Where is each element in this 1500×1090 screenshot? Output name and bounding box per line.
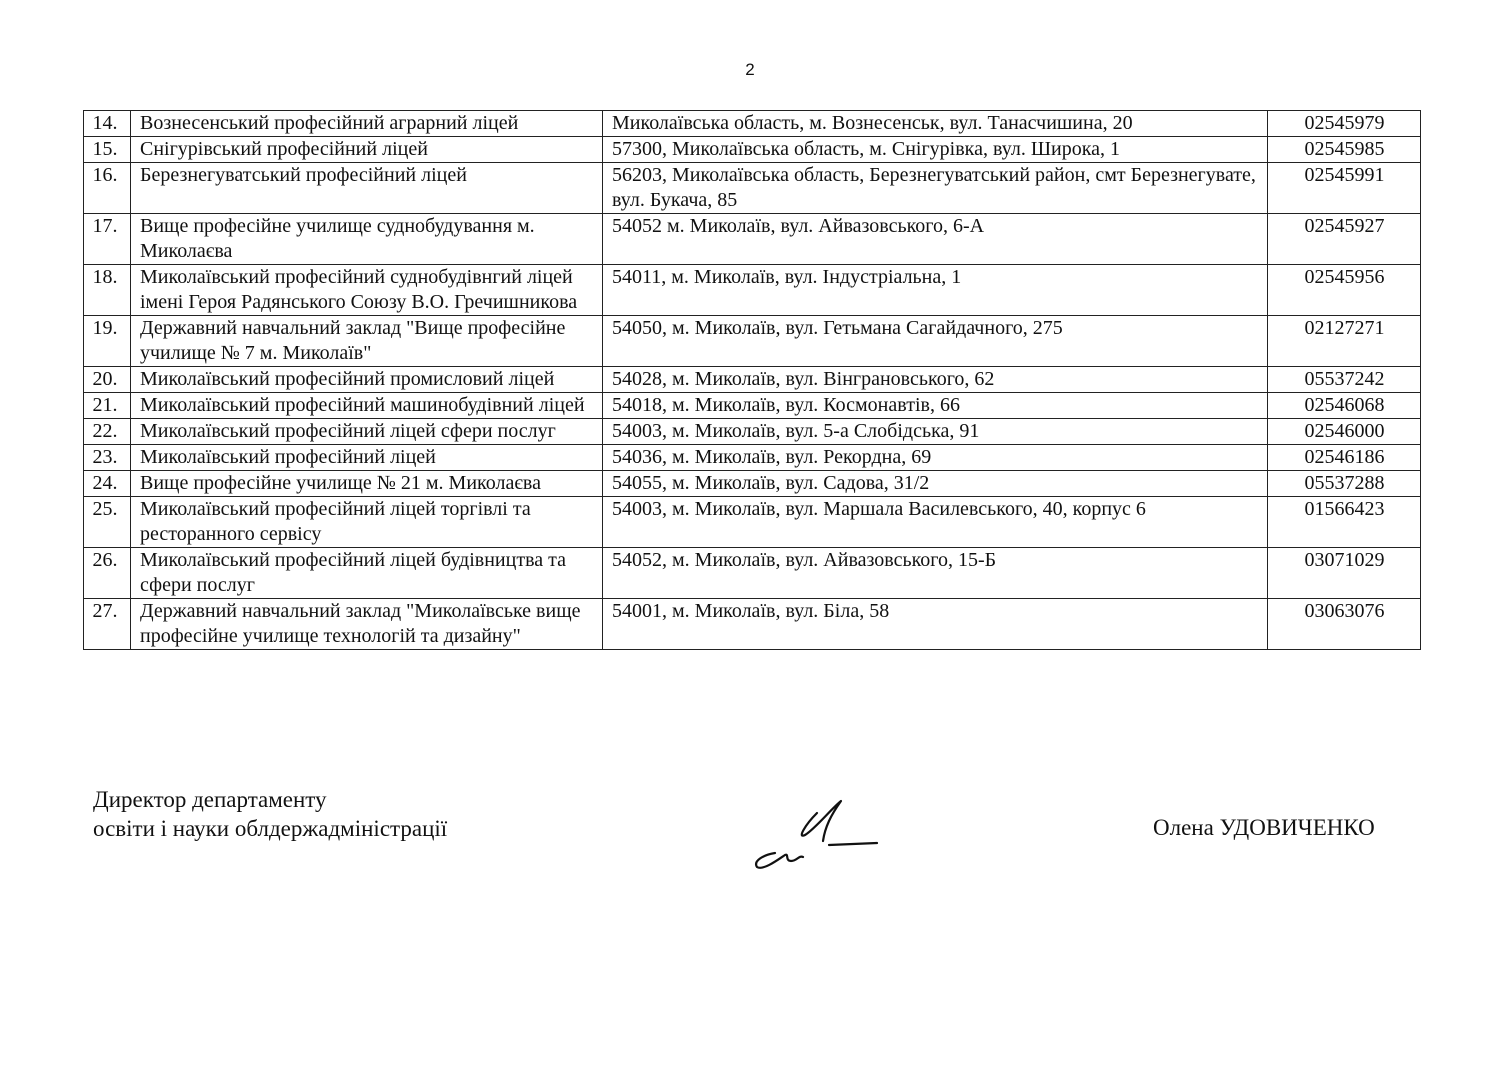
institution-name: Вознесенський професійний аграрний ліцей	[131, 111, 603, 137]
institution-name: Миколаївський професійний ліцей будівництва та сфери послуг	[131, 548, 603, 599]
institution-code: 03071029	[1268, 548, 1421, 599]
institution-address: 54036, м. Миколаїв, вул. Рекордна, 69	[603, 445, 1268, 471]
row-number: 24.	[84, 471, 131, 497]
institution-code: 02545991	[1268, 163, 1421, 214]
row-number: 25.	[84, 497, 131, 548]
table-row	[84, 214, 1421, 265]
institution-address: 54052, м. Миколаїв, вул. Айвазовського, 15-Б	[603, 548, 1268, 599]
row-number: 27.	[84, 599, 131, 650]
table-row	[84, 316, 1421, 367]
institutions-table	[83, 110, 1421, 650]
table-row	[84, 265, 1421, 316]
institution-name: Державний навчальний заклад "Миколаївське вище професійне училище технологій та дизайну"	[131, 599, 603, 650]
page-number: 2	[745, 60, 755, 79]
table-row	[84, 137, 1421, 163]
row-number: 16.	[84, 163, 131, 214]
row-number: 21.	[84, 393, 131, 419]
signer-title-line-1: Директор департаменту	[93, 787, 327, 812]
institution-code: 02546068	[1268, 393, 1421, 419]
row-number: 22.	[84, 419, 131, 445]
institution-address: 54052 м. Миколаїв, вул. Айвазовського, 6-А	[603, 214, 1268, 265]
institution-name: Миколаївський професійний ліцей	[131, 445, 603, 471]
institution-code: 05537242	[1268, 367, 1421, 393]
institution-address: 54055, м. Миколаїв, вул. Садова, 31/2	[603, 471, 1268, 497]
institution-address: 54011, м. Миколаїв, вул. Індустріальна, 1	[603, 265, 1268, 316]
row-number: 15.	[84, 137, 131, 163]
institution-name: Снігурівський професійний ліцей	[131, 137, 603, 163]
row-number: 20.	[84, 367, 131, 393]
row-number: 17.	[84, 214, 131, 265]
institution-name: Миколаївський професійний машинобудівний ліцей	[131, 393, 603, 419]
institution-code: 05537288	[1268, 471, 1421, 497]
institution-code: 01566423	[1268, 497, 1421, 548]
row-number: 18.	[84, 265, 131, 316]
institution-address: 54001, м. Миколаїв, вул. Біла, 58	[603, 599, 1268, 650]
table-row	[84, 393, 1421, 419]
table-row	[84, 497, 1421, 548]
institution-address: 54003, м. Миколаїв, вул. 5-а Слобідська, 91	[603, 419, 1268, 445]
table-row	[84, 599, 1421, 650]
table-row	[84, 163, 1421, 214]
row-number: 19.	[84, 316, 131, 367]
institution-code: 02545956	[1268, 265, 1421, 316]
institution-code: 03063076	[1268, 599, 1421, 650]
row-number: 26.	[84, 548, 131, 599]
institution-address: 54018, м. Миколаїв, вул. Космонавтів, 66	[603, 393, 1268, 419]
institution-address: 54028, м. Миколаїв, вул. Вінграновського, 62	[603, 367, 1268, 393]
institution-address: 54050, м. Миколаїв, вул. Гетьмана Сагайдачного, 275	[603, 316, 1268, 367]
institution-name: Державний навчальний заклад "Вище професійне училище № 7 м. Миколаїв"	[131, 316, 603, 367]
signer-title	[93, 785, 447, 843]
handwritten-signature	[745, 795, 885, 875]
institution-name: Миколаївський професійний ліцей сфери послуг	[131, 419, 603, 445]
institution-code: 02545985	[1268, 137, 1421, 163]
institution-address: 56203, Миколаївська область, Березнегуватський район, смт Березнегувате, вул. Букача, 85	[603, 163, 1268, 214]
signer-name: Олена УДОВИЧЕНКО	[1153, 815, 1375, 840]
institution-name: Березнегуватський професійний ліцей	[131, 163, 603, 214]
table-row	[84, 445, 1421, 471]
row-number: 14.	[84, 111, 131, 137]
institution-address: Миколаївська область, м. Вознесенськ, вул. Танасчишина, 20	[603, 111, 1268, 137]
table-row	[84, 419, 1421, 445]
institution-code: 02545979	[1268, 111, 1421, 137]
institution-address: 57300, Миколаївська область, м. Снігурівка, вул. Широка, 1	[603, 137, 1268, 163]
institution-name: Вище професійне училище суднобудування м. Миколаєва	[131, 214, 603, 265]
institution-name: Миколаївський професійний ліцей торгівлі та ресторанного сервісу	[131, 497, 603, 548]
signer-title-line-2: освіти і науки облдержадміністрації	[93, 816, 448, 841]
table-row	[84, 548, 1421, 599]
institution-name: Вище професійне училище № 21 м. Миколаєва	[131, 471, 603, 497]
institution-name: Миколаївський професійний суднобудівнгий ліцей імені Героя Радянського Союзу В.О. Гречишникова	[131, 265, 603, 316]
table-row	[84, 471, 1421, 497]
institution-code: 02546000	[1268, 419, 1421, 445]
row-number: 23.	[84, 445, 131, 471]
table-row	[84, 111, 1421, 137]
institution-code: 02545927	[1268, 214, 1421, 265]
institution-name: Миколаївський професійний промисловий ліцей	[131, 367, 603, 393]
institution-address: 54003, м. Миколаїв, вул. Маршала Василевського, 40, корпус 6	[603, 497, 1268, 548]
institution-code: 02127271	[1268, 316, 1421, 367]
table-row	[84, 367, 1421, 393]
institution-code: 02546186	[1268, 445, 1421, 471]
